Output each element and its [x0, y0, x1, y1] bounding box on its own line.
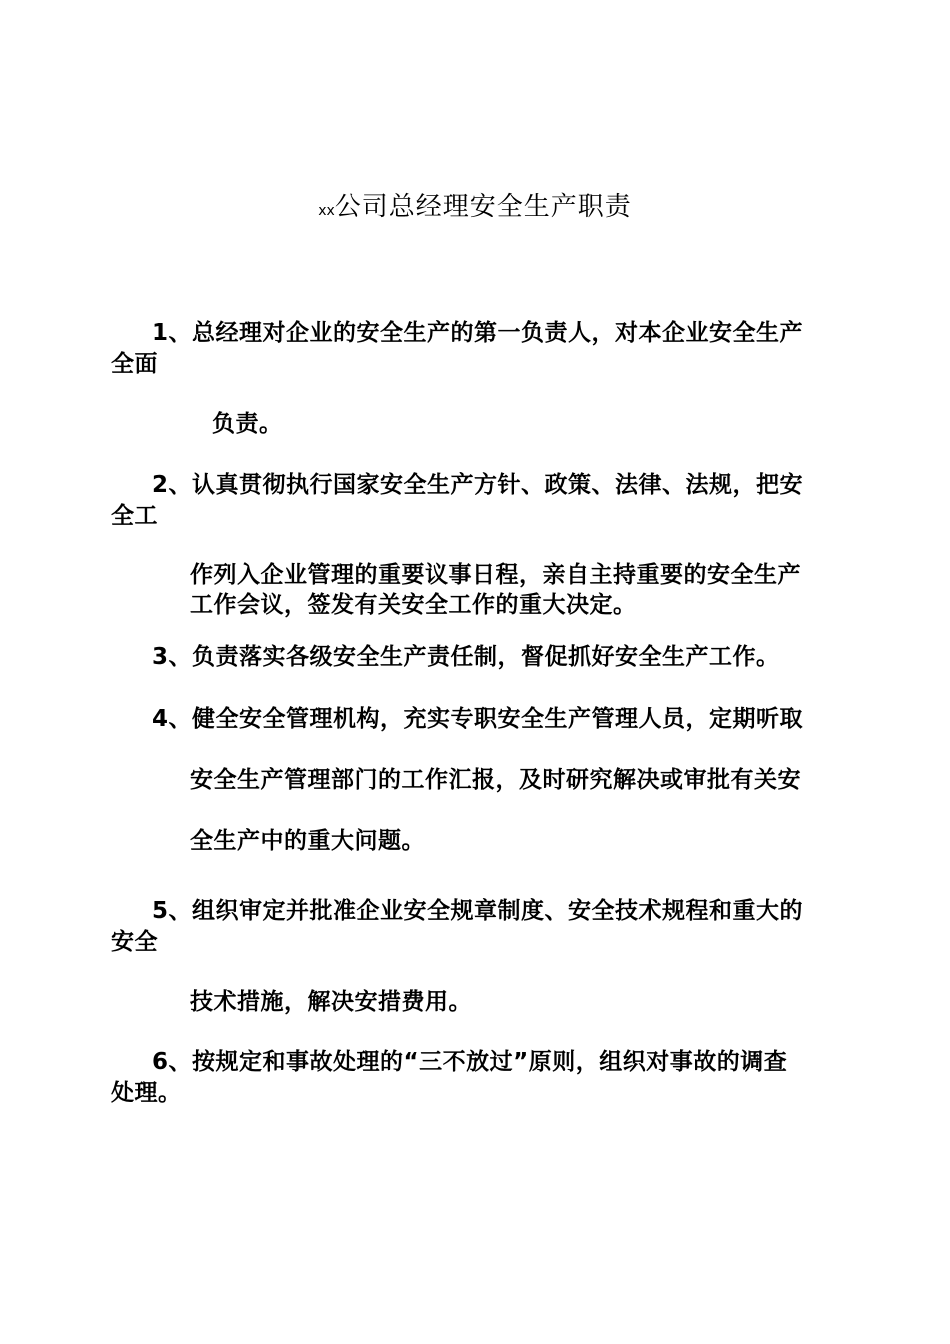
- title-main: 公司总经理安全生产职责: [334, 192, 632, 222]
- clause-6-line-2: 处理。: [111, 1080, 182, 1106]
- clause-6-line-1: 6、按规定和事故处理的“三不放过”原则，组织对事故的调查: [152, 1049, 788, 1075]
- document-title: [0, 186, 950, 223]
- clause-2-line-2: 全工: [111, 503, 158, 529]
- clause-5-line-3: 技术措施，解决安措费用。: [190, 989, 472, 1015]
- clause-2-line-4: 工作会议，签发有关安全工作的重大决定。: [190, 592, 637, 618]
- clause-1-line-2: 全面: [111, 351, 158, 377]
- title-prefix: xx: [318, 203, 335, 219]
- clause-3-line-1: 3、负责落实各级安全生产责任制，督促抓好安全生产工作。: [152, 644, 780, 670]
- clause-2-line-3: 作列入企业管理的重要议事日程，亲自主持重要的安全生产: [190, 562, 801, 588]
- clause-1-line-1: 1、总经理对企业的安全生产的第一负责人，对本企业安全生产: [152, 320, 804, 346]
- clause-4-line-2: 安全生产管理部门的工作汇报，及时研究解决或审批有关安: [190, 767, 801, 793]
- clause-1-line-3: 负责。: [212, 411, 283, 437]
- clause-5-line-1: 5、组织审定并批准企业安全规章制度、安全技术规程和重大的: [152, 898, 804, 924]
- clause-4-line-1: 4、健全安全管理机构，充实专职安全生产管理人员，定期听取: [152, 706, 804, 732]
- clause-5-line-2: 安全: [111, 929, 158, 955]
- clause-4-line-3: 全生产中的重大问题。: [190, 828, 425, 854]
- clause-2-line-1: 2、认真贯彻执行国家安全生产方针、政策、法律、法规，把安: [152, 472, 804, 498]
